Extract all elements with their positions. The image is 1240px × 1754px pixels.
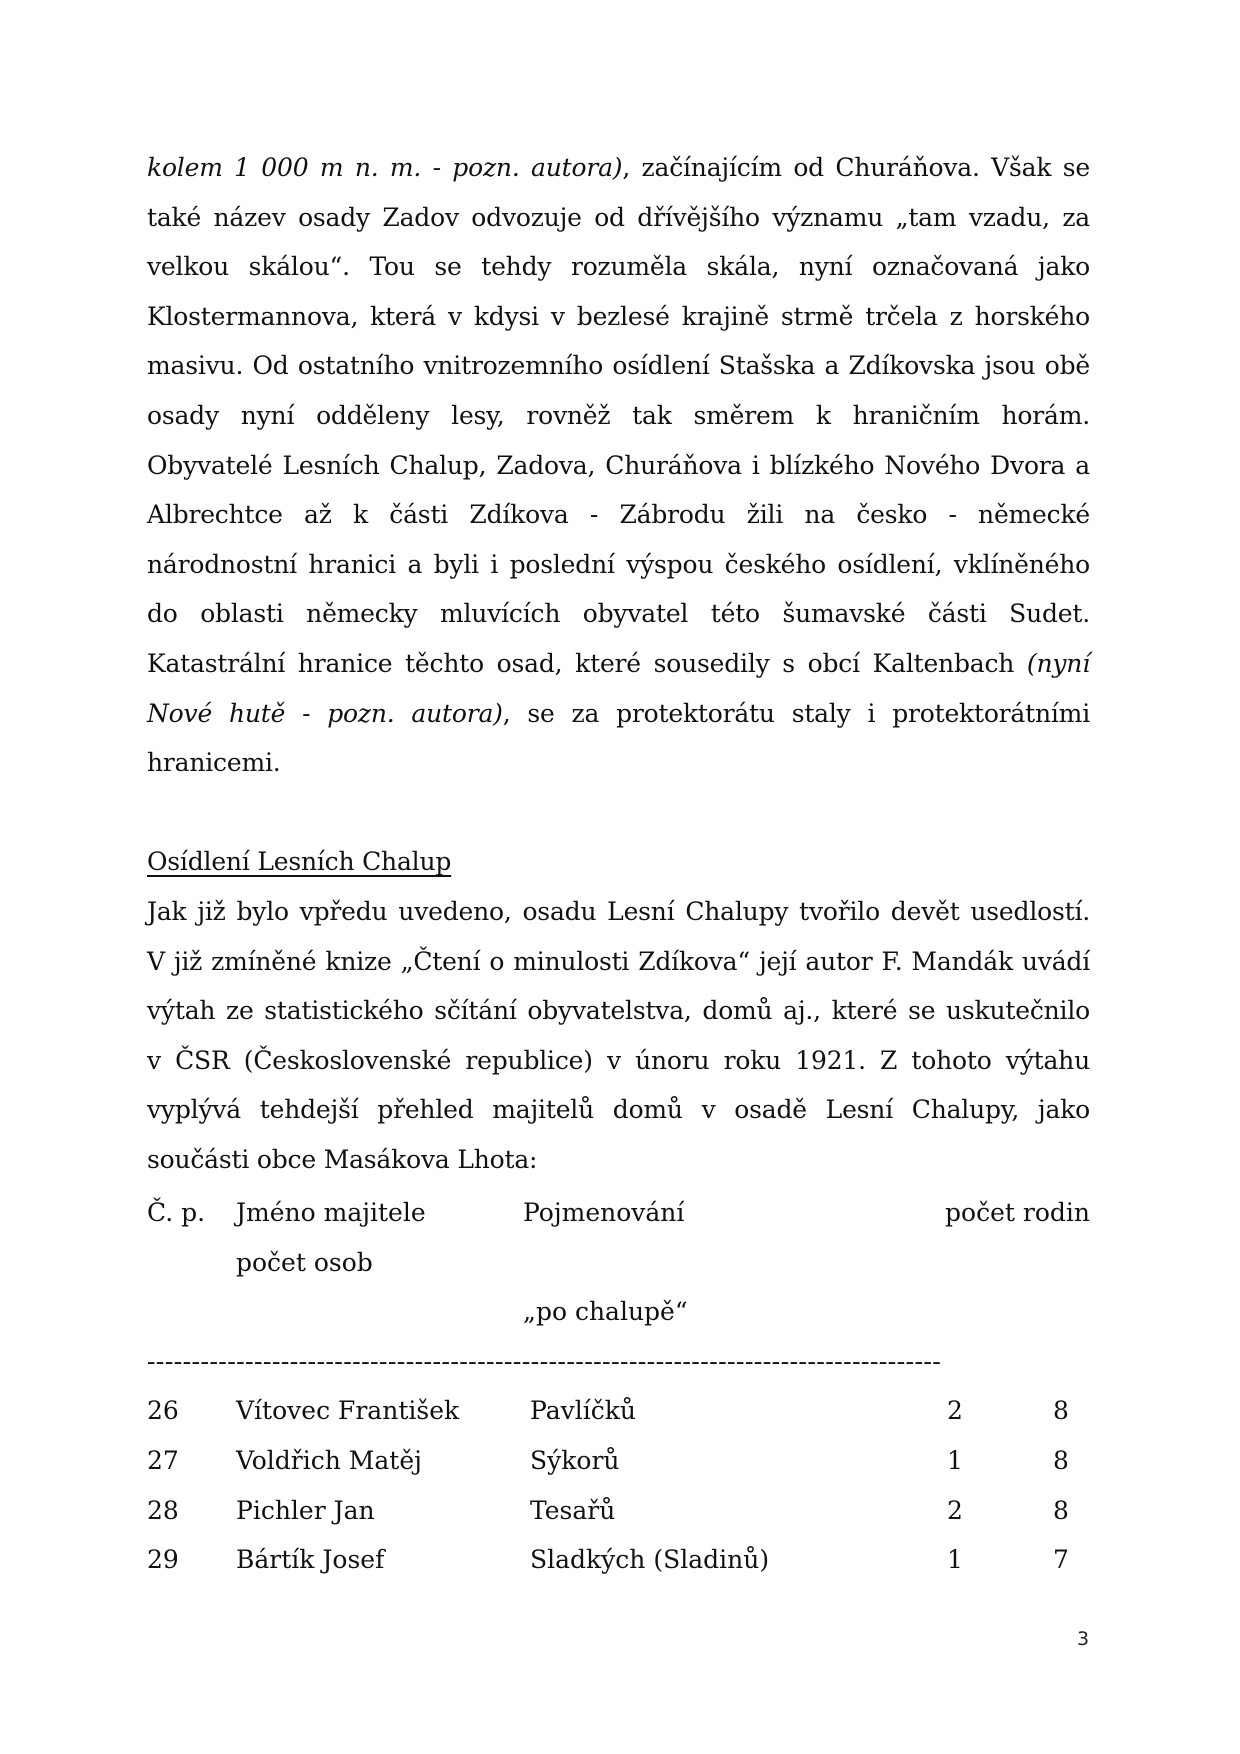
text-segment: osady nyní odděleny lesy, rovněž tak směrem k hraničním horám. (147, 400, 1090, 430)
cell-families: 1 (947, 1445, 963, 1475)
cell-owner-name: Bártík Josef (236, 1545, 385, 1575)
cell-nickname: Pavlíčků (530, 1396, 636, 1426)
text-line: výtah ze statistického sčítání obyvatelstva, domů aj., které se uskutečnilo (147, 996, 1090, 1026)
text-line (147, 292, 1090, 342)
cell-house-number: 28 (147, 1495, 179, 1525)
text-line (147, 738, 1090, 788)
cell-persons: 8 (1053, 1396, 1069, 1426)
header-families: počet rodin (945, 1198, 1090, 1227)
table-body (147, 1386, 1090, 1584)
table-row (147, 1386, 1090, 1436)
cell-house-number: 27 (147, 1445, 179, 1475)
italic-text: kolem 1 000 m n. m. - pozn. autora) (147, 153, 623, 182)
text-line (147, 639, 1090, 689)
header-persons: počet osob (236, 1247, 373, 1277)
house-owners-table (147, 1188, 1090, 1585)
cell-owner-name: Pichler Jan (236, 1495, 375, 1525)
text-line: V již zmíněné knize „Čtení o minulosti Zdíkova“ její autor F. Mandák uvádí (147, 946, 1090, 976)
cell-families: 2 (947, 1495, 963, 1525)
table-row (147, 1436, 1090, 1486)
paragraph-settlement-description (147, 143, 1090, 788)
table-row (147, 1535, 1090, 1585)
cell-persons: 7 (1053, 1545, 1069, 1575)
text-segment: Klostermannova, která v kdysi v bezlesé krajině strmě trčela z horského (147, 301, 1090, 331)
italic-text: Nové hutě - pozn. autora) (147, 698, 503, 728)
table-header-row (147, 1188, 1090, 1238)
text-line (147, 193, 1090, 243)
text-segment: velkou skálou“. Tou se tehdy rozuměla skála, nyní označovaná jako (147, 252, 1090, 282)
text-segment: masivu. Od ostatního vnitrozemního osídlení Stašska a Zdíkovska jsou obě (147, 351, 1090, 381)
text-line (147, 143, 1090, 193)
text-line (147, 490, 1090, 540)
section-heading-text: Osídlení Lesních Chalup (147, 847, 452, 877)
paragraph-spacer (147, 788, 1090, 838)
header-owner-name: Jméno majitele (236, 1198, 426, 1227)
table-separator (147, 1337, 1090, 1387)
page-number: 3 (1077, 1628, 1090, 1650)
header-nickname: Pojmenování (523, 1198, 685, 1227)
cell-owner-name: Voldřich Matěj (236, 1445, 422, 1475)
text-segment: národnostní hranici a byli i poslední výspou českého osídlení, vklíněného (147, 549, 1090, 579)
text-line (147, 242, 1090, 292)
text-line (147, 540, 1090, 590)
text-segment: , začínajícím od Churáňova. Však se (622, 153, 1090, 182)
text-line: vyplývá tehdejší přehled majitelů domů v osadě Lesní Chalupy, jako (147, 1095, 1090, 1125)
section-heading (147, 837, 1090, 887)
cell-persons: 8 (1053, 1495, 1069, 1525)
cell-families: 2 (947, 1396, 963, 1426)
text-segment: hranicemi. (147, 748, 281, 778)
text-line: v ČSR (Československé republice) v únoru roku 1921. Z tohoto výtahu (147, 1045, 1090, 1075)
cell-persons: 8 (1053, 1445, 1069, 1475)
document-body (147, 143, 1090, 1184)
dashed-separator-line: ----------------------------------------------------------------------------------------- (147, 1347, 942, 1375)
table-row (147, 1486, 1090, 1536)
text-line (147, 589, 1090, 639)
text-segment: Katastrální hranice těchto osad, které sousedily s obcí Kaltenbach (147, 648, 1027, 678)
text-segment: Albrechtce až k části Zdíkova - Zábrodu žili na česko - německé (147, 500, 1090, 530)
text-line (147, 441, 1090, 491)
text-line (147, 341, 1090, 391)
cell-house-number: 29 (147, 1545, 179, 1575)
text-segment: do oblasti německy mluvících obyvatel této šumavské části Sudet. (147, 599, 1090, 629)
text-line (147, 689, 1090, 739)
paragraph-census-intro (147, 887, 1090, 1185)
text-segment: také název osady Zadov odvozuje od dřívějšího významu „tam vzadu, za (147, 202, 1090, 232)
cell-nickname: Tesařů (530, 1495, 616, 1525)
header-house-number: Č. p. (147, 1198, 206, 1227)
text-line (147, 391, 1090, 441)
cell-house-number: 26 (147, 1396, 179, 1426)
table-header-row-3 (147, 1287, 1090, 1337)
cell-families: 1 (947, 1545, 963, 1575)
text-segment: , se za protektorátu staly i protektorátními (502, 698, 1090, 728)
cell-nickname: Sýkorů (530, 1445, 620, 1475)
text-line: součásti obce Masákova Lhota: (147, 1144, 538, 1174)
cell-nickname: Sladkých (Sladinů) (530, 1545, 770, 1575)
cell-owner-name: Vítovec František (236, 1396, 460, 1426)
text-segment: Obyvatelé Lesních Chalup, Zadova, Churáňova i blízkého Nového Dvora a (147, 450, 1090, 480)
header-nickname-sub: „po chalupě“ (523, 1297, 688, 1327)
table-header-row-2 (147, 1238, 1090, 1288)
italic-text: (nyní (1026, 648, 1090, 678)
text-line: Jak již bylo vpředu uvedeno, osadu Lesní Chalupy tvořilo devět usedlostí. (147, 896, 1090, 926)
